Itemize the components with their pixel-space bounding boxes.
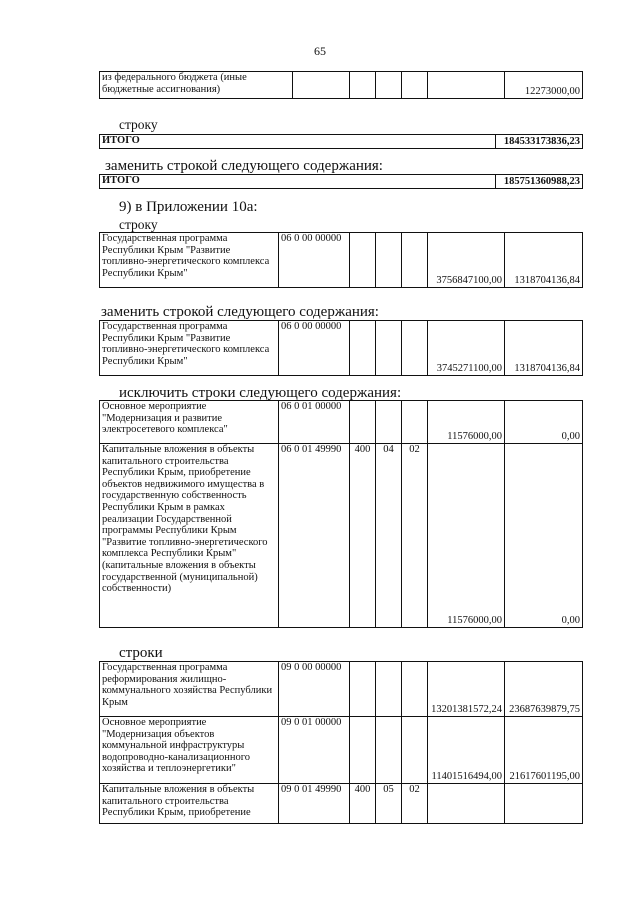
row-amount-1: 11576000,00	[428, 401, 505, 444]
page-number: 65	[314, 44, 326, 58]
row-name: Капитальные вложения в объекты капитального строительства Республики Крым, приобретение	[100, 784, 279, 824]
fed-budget-table	[99, 71, 583, 99]
itogo-old-table	[99, 134, 583, 149]
table-row	[100, 175, 583, 189]
row-vr: 400	[350, 784, 376, 824]
row-rz	[376, 662, 402, 717]
table-row	[100, 135, 583, 149]
excluded-table	[99, 400, 583, 628]
row-amount-1: 11401516494,00	[428, 717, 505, 784]
row-code: 06 0 00 00000	[279, 321, 350, 376]
row-rz: 04	[376, 444, 402, 628]
row-amount-2: 0,00	[505, 401, 583, 444]
section-label-stroki: строки	[119, 645, 163, 661]
row-pr: 02	[402, 784, 428, 824]
table-row	[100, 401, 583, 444]
row-amount-1	[428, 784, 505, 824]
row-amount-2: 1318704136,84	[505, 233, 583, 288]
row-code: 09 0 01 49990	[279, 784, 350, 824]
row-amount-1: 13201381572,24	[428, 662, 505, 717]
itogo-label: ИТОГО	[100, 135, 496, 149]
itogo-label: ИТОГО	[100, 175, 496, 189]
row-amount-1: 3756847100,00	[428, 233, 505, 288]
row-pr	[402, 662, 428, 717]
section-label-stroku: строку	[119, 217, 158, 232]
row-code: 06 0 00 00000	[279, 233, 350, 288]
row-rz	[376, 717, 402, 784]
row-vr	[350, 717, 376, 784]
row-name: Государственная программа Республики Крым "Развитие топливно-энергетического комплекса Республики Крым"	[100, 233, 279, 288]
row-amount-1: 11576000,00	[428, 444, 505, 628]
table-row	[100, 444, 583, 628]
row-code: 06 0 01 00000	[279, 401, 350, 444]
row-vr	[350, 401, 376, 444]
itogo-new-table	[99, 174, 583, 189]
row-amount-2	[505, 784, 583, 824]
itogo-amount: 184533173836,23	[496, 135, 583, 149]
row-code: 09 0 00 00000	[279, 662, 350, 717]
table-row	[100, 233, 583, 288]
itogo-amount: 185751360988,23	[496, 175, 583, 189]
row-name: Капитальные вложения в объекты капитального строительства Республики Крым, приобретение объектов недвижимого имущества в государственную собственность Республики Крым в рамках реализации Государственной программы Республики Крым "Развитие топливно-энергетического комплекса Республики Крым" (капитальные вложения в объекты государственной (муниципальной) собственности)	[100, 444, 279, 628]
exclude-label: исключить строки следующего содержания:	[119, 385, 402, 401]
row-amount-2: 23687639879,75	[505, 662, 583, 717]
final-table	[99, 661, 583, 824]
row-name: Государственная программа реформирования жилищно-коммунального хозяйства Республики Крым	[100, 662, 279, 717]
table-row	[100, 784, 583, 824]
row-amount-2: 21617601195,00	[505, 717, 583, 784]
row-name: Основное мероприятие "Модернизация объектов коммунальной инфраструктуры водопроводно-канализационного хозяйства и теплоэнергетики"	[100, 717, 279, 784]
gp-old-table	[99, 232, 583, 288]
section-heading: 9) в Приложении 10а:	[119, 199, 258, 215]
replace-label: заменить строкой следующего содержания:	[105, 158, 383, 174]
row-pr	[402, 401, 428, 444]
row-description: из федерального бюджета (иные бюджетные ассигнования)	[100, 72, 293, 99]
row-rz	[376, 401, 402, 444]
row-name: Государственная программа Республики Крым "Развитие топливно-энергетического комплекса Республики Крым"	[100, 321, 279, 376]
row-amount-1: 3745271100,00	[428, 321, 505, 376]
row-amount-2: 1318704136,84	[505, 321, 583, 376]
table-row	[100, 72, 583, 99]
table-row	[100, 321, 583, 376]
row-name: Основное мероприятие "Модернизация и развитие электросетевого комплекса"	[100, 401, 279, 444]
table-row	[100, 662, 583, 717]
replace-label: заменить строкой следующего содержания:	[101, 304, 379, 320]
row-amount: 12273000,00	[505, 72, 583, 99]
row-rz: 05	[376, 784, 402, 824]
row-vr	[350, 662, 376, 717]
row-code: 06 0 01 49990	[279, 444, 350, 628]
row-vr: 400	[350, 444, 376, 628]
section-label-stroku: строку	[119, 117, 158, 132]
row-amount-2: 0,00	[505, 444, 583, 628]
row-pr: 02	[402, 444, 428, 628]
gp-new-table	[99, 320, 583, 376]
row-pr	[402, 717, 428, 784]
row-code: 09 0 01 00000	[279, 717, 350, 784]
table-row	[100, 717, 583, 784]
